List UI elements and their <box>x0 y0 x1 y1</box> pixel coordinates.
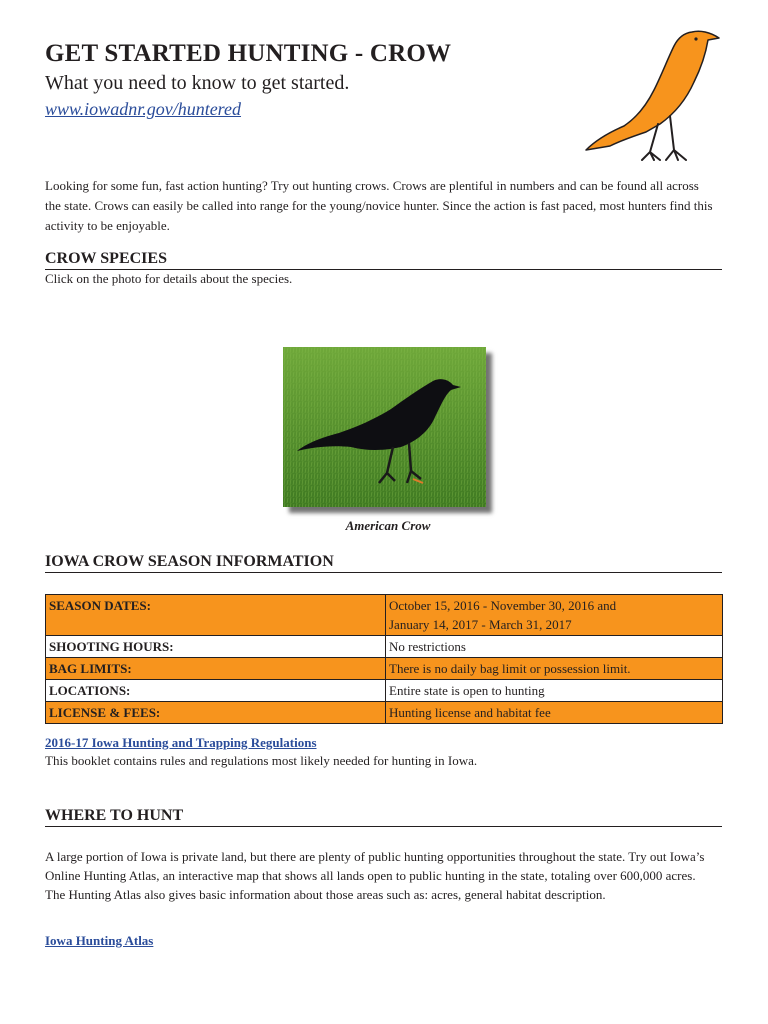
intro-paragraph: Looking for some fun, fast action hunting? Try out hunting crows. Crows are plentiful in numbers and can be found all across the state. Crows can easily be called into range for the young/novice hunter. Since the action is fast paced, most hunters find this activity to be enjoyable. <box>45 178 713 233</box>
photo-caption: American Crow <box>345 518 431 533</box>
locations-label: LOCATIONS: <box>46 680 386 702</box>
hunting-atlas-link[interactable]: Iowa Hunting Atlas <box>45 933 154 948</box>
shooting-hours-label: SHOOTING HOURS: <box>46 636 386 658</box>
table-row <box>46 636 723 658</box>
page-title: GET STARTED HUNTING - CROW <box>45 40 452 67</box>
season-info-table <box>45 594 723 724</box>
season-dates-line2: January 14, 2017 - March 31, 2017 <box>389 617 572 632</box>
crow-photo-image <box>283 347 486 507</box>
regulations-link[interactable]: 2016-17 Iowa Hunting and Trapping Regulations <box>45 735 317 750</box>
license-fees-label: LICENSE & FEES: <box>46 702 386 724</box>
season-info-heading: IOWA CROW SEASON INFORMATION <box>45 553 722 573</box>
table-row <box>46 702 723 724</box>
crow-silhouette-icon <box>574 22 724 172</box>
season-dates-label: SEASON DATES: <box>46 595 386 636</box>
where-to-hunt-heading: WHERE TO HUNT <box>45 807 722 827</box>
regulations-note: This booklet contains rules and regulations most likely needed for hunting in Iowa. <box>45 753 478 768</box>
license-fees-value: Hunting license and habitat fee <box>386 702 723 724</box>
season-dates-line1: October 15, 2016 - November 30, 2016 and <box>389 598 617 613</box>
table-row <box>46 658 723 680</box>
american-crow-photo[interactable] <box>283 347 486 507</box>
season-dates-value <box>386 595 723 636</box>
huntered-url-link[interactable]: www.iowadnr.gov/huntered <box>45 99 242 119</box>
page-subtitle: What you need to know to get started. <box>45 72 350 94</box>
locations-value: Entire state is open to hunting <box>386 680 723 702</box>
where-to-hunt-paragraph: A large portion of Iowa is private land, but there are plenty of public hunting opportunities throughout the state. Try out Iowa’s Online Hunting Atlas, an interactive map that shows all lands open to public hunting in the state, totaling over 600,000 acres. The Hunting Atlas also gives basic information about those areas such as: acres, general habitat description. <box>45 849 705 902</box>
table-row <box>46 595 723 636</box>
shooting-hours-value: No restrictions <box>386 636 723 658</box>
crow-species-heading: CROW SPECIES <box>45 250 722 270</box>
species-note: Click on the photo for details about the species. <box>45 271 293 286</box>
bag-limits-label: BAG LIMITS: <box>46 658 386 680</box>
table-row <box>46 680 723 702</box>
bag-limits-value: There is no daily bag limit or possession limit. <box>386 658 723 680</box>
